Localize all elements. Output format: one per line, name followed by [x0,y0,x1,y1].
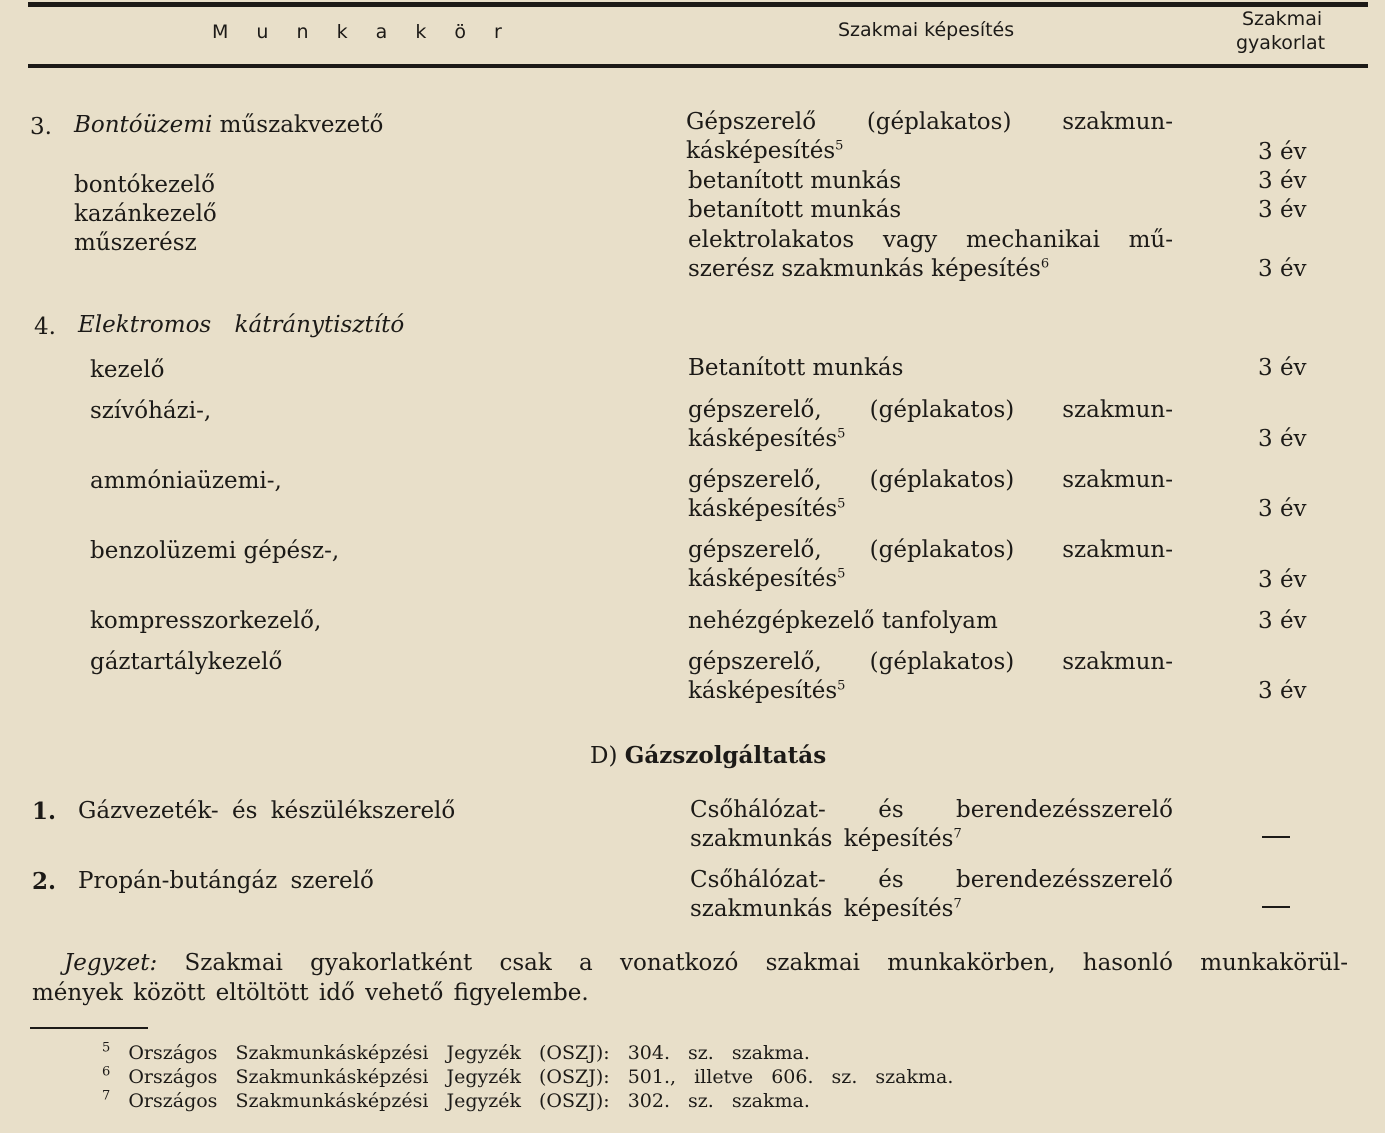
benzol-label: benzolüzemi gépész-, [90,538,340,564]
kezelo-qual: Betanított munkás [688,355,904,381]
muszeresz-label: műszerész [74,230,197,256]
benzol-qual-text: kásképesítés [688,566,838,592]
szivohazi-label: szívóházi-, [90,398,212,424]
d-row1-qual-line1: Csőhálózat- és berendezésszerelő [690,797,1173,823]
szivohazi-qual-line1: gépszerelő, (géplakatos) szakmun- [688,397,1173,423]
gaztartaly-qual-line1: gépszerelő, (géplakatos) szakmun- [688,649,1173,675]
bontokezelo-qual: betanított munkás [688,168,902,194]
d-row2-qual-line2 [690,895,962,924]
note-line2: mények között eltöltött idő vehető figyelembe. [32,980,589,1006]
row3-title [74,111,383,140]
footnote-number: 6 [102,1064,111,1080]
ammonia-years: 3 év [1258,496,1307,522]
d-row2-title: Propán-butángáz szerelő [78,868,374,894]
footnote-ref: 5 [837,678,846,694]
szivohazi-qual-text: kásképesítés [688,426,838,452]
footnote-text: Országos Szakmunkásképzési Jegyzék (OSZJ): 304. sz. szakma. [128,1042,810,1064]
kompresszor-qual: nehézgépkezelő tanfolyam [688,608,998,634]
section-d-heading [590,741,826,771]
d-row2-number: 2. [32,868,57,895]
row3-qual-text: kásképesítés [686,138,836,164]
d-row1-title: Gázvezeték- és készülékszerelő [78,798,456,824]
muszeresz-qual-text: szerész szakmunkás képesítés [688,256,1041,282]
dash-mark [1262,836,1290,838]
benzol-years: 3 év [1258,567,1307,593]
footnote-ref: 7 [953,896,962,912]
row3-title-italic: Bontóüzemi [74,112,213,138]
kezelo-years: 3 év [1258,355,1307,381]
ammonia-qual-text: kásképesítés [688,496,838,522]
row4-number: 4. [34,314,56,340]
ammonia-qual-line2 [688,495,845,524]
footnote-ref: 5 [837,566,846,582]
header-rule [28,64,1368,68]
footnote-number: 7 [102,1088,111,1104]
header-szakmai-kepesites: Szakmai képesítés [838,19,1015,41]
section-d-prefix: D) [590,743,618,769]
d-row1-qual-line2 [690,825,962,854]
d-row1-number: 1. [32,798,57,825]
footnote-5 [102,1042,810,1065]
header-gyakorlat-line1: Szakmai [1242,8,1323,30]
row3-years: 3 év [1258,139,1307,165]
note-line1 [64,948,1348,979]
footnote-ref: 7 [953,826,962,842]
bontokezelo-years: 3 év [1258,168,1307,194]
gaztartaly-years: 3 év [1258,678,1307,704]
d-row2-qual-text: szakmunkás képesítés [690,896,954,922]
gaztartaly-qual-line2 [688,677,845,706]
kompresszor-years: 3 év [1258,608,1307,634]
kazankezelo-label: kazánkezelő [74,201,217,227]
top-rule [28,2,1368,7]
header-gyakorlat-line2: gyakorlat [1236,32,1326,54]
footnote-ref: 5 [837,496,846,512]
d-row1-qual-text: szakmunkás képesítés [690,826,954,852]
footnote-ref: 5 [835,138,844,154]
footnote-rule [30,1027,148,1029]
gaztartaly-label: gáztartálykezelő [90,649,283,675]
muszeresz-qual-line2 [688,255,1049,284]
d-row2-qual-line1: Csőhálózat- és berendezésszerelő [690,867,1173,893]
footnote-ref: 5 [837,426,846,442]
ammonia-qual-line1: gépszerelő, (géplakatos) szakmun- [688,467,1173,493]
benzol-qual-line1: gépszerelő, (géplakatos) szakmun- [688,537,1173,563]
footnote-ref: 6 [1040,256,1050,272]
section-d-title: Gázszolgáltatás [624,742,827,769]
row3-title-rest: műszakvezető [219,112,384,138]
footnote-6 [102,1066,953,1089]
row3-number: 3. [30,114,52,140]
kompresszor-label: kompresszorkezelő, [90,608,322,634]
row3-qual-line2 [686,137,843,166]
gaztartaly-qual-text: kásképesítés [688,678,838,704]
footnote-text: Országos Szakmunkásképzési Jegyzék (OSZJ): 302. sz. szakma. [128,1090,810,1112]
muszeresz-years: 3 év [1258,256,1307,282]
d-row1-years-dash [1262,826,1290,845]
kezelo-label: kezelő [90,357,165,383]
muszeresz-qual-line1: elektrolakatos vagy mechanikai mű- [688,227,1173,253]
ammonia-label: ammóniaüzemi-, [90,468,282,494]
footnote-number: 5 [102,1040,111,1056]
kazankezelo-years: 3 év [1258,197,1307,223]
header-munkakor: M u n k a k ö r [212,21,513,43]
note-text-line1: Szakmai gyakorlatként csak a vonatkozó szakmai munkakörben, hasonló munkakörül- [184,950,1349,976]
szivohazi-years: 3 év [1258,426,1307,452]
kazankezelo-qual: betanított munkás [688,197,902,223]
d-row2-years-dash [1262,896,1290,915]
bontokezelo-label: bontókezelő [74,172,215,198]
footnote-7 [102,1090,810,1113]
szivohazi-qual-line2 [688,425,845,454]
benzol-qual-line2 [688,565,845,594]
footnote-text: Országos Szakmunkásképzési Jegyzék (OSZJ): 501., illetve 606. sz. szakma. [128,1066,954,1088]
row3-qual-line1: Gépszerelő (géplakatos) szakmun- [686,109,1173,135]
dash-mark [1262,906,1290,908]
row4-title: Elektromos kátránytisztító [78,312,405,338]
note-label: Jegyzet: [64,950,158,976]
